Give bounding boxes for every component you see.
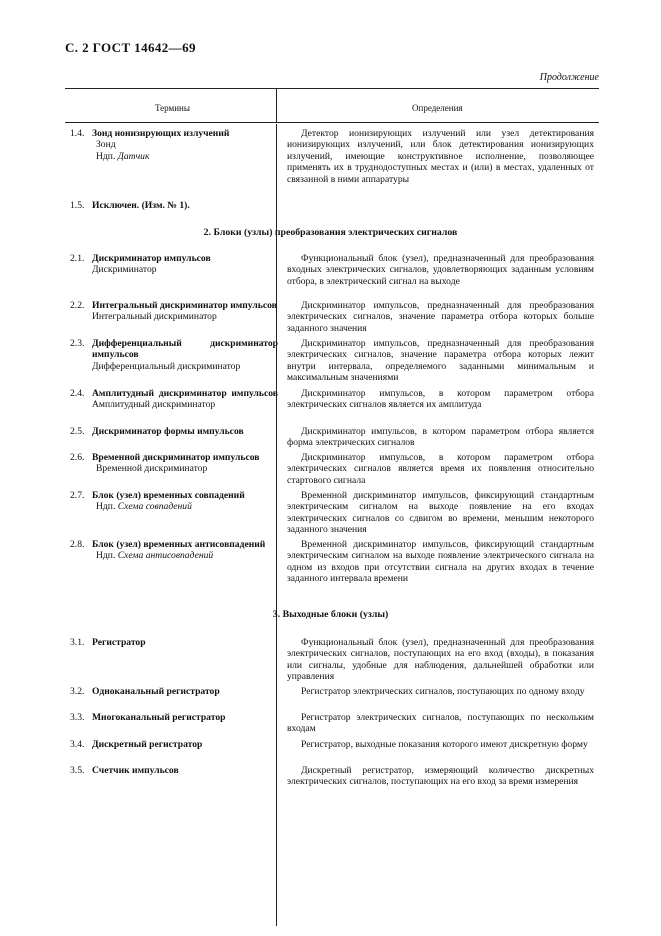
entry-term: [92, 490, 278, 513]
entry-number: 2.3.: [70, 338, 85, 349]
entry-number: 2.7.: [70, 490, 85, 501]
entry-number: 2.4.: [70, 388, 85, 399]
entry-term: [92, 388, 278, 411]
entry-definition: Регистратор электрических сигналов, поступающих по нескольким входам: [287, 712, 594, 735]
entry-definition: Детектор ионизирующих излучений или узел детектирования ионизирующих излучений, или блок детектирования ионизирующих излучений, имеющие конструктивное исполнение, позволяющее применять их в труднодоступных местах и (или) в местах, удаленных от связанной в ними аппаратуры: [287, 128, 594, 185]
term-name: Дифференциальный дискриминатор импульсов: [92, 338, 278, 361]
term-synonym: Дифференциальный дискриминатор: [92, 360, 241, 372]
entry-term: [92, 637, 278, 648]
entry-number: 2.5.: [70, 426, 85, 437]
term-ndp: [92, 151, 278, 162]
entry-number: 3.4.: [70, 739, 85, 750]
entry-definition: Временной дискриминатор импульсов, фиксирующий стандартным электрическим сигналом на выходе появление электрического сигнала на одном из входов при отсутствии сигнала на других входах в течение заданного интервала времени: [287, 539, 594, 585]
term-name: Интегральный дискриминатор импульсов: [92, 300, 277, 311]
term-name: Одноканальный регистратор: [92, 686, 220, 697]
term-name: Счетчик импульсов: [92, 765, 179, 776]
term-name: Блок (узел) временных антисовпадений: [92, 539, 266, 550]
entry-term: [92, 128, 278, 162]
term-name: Многоканальный регистратор: [92, 712, 226, 723]
term-synonym: Зонд: [96, 139, 116, 151]
entry-definition: Дискретный регистратор, измеряющий количество дискретных электрических сигналов, поступающих на его вход за время измерения: [287, 765, 594, 788]
entry-definition: Регистратор, выходные показания которого имеют дискретную форму: [301, 739, 588, 750]
entry-number: 2.1.: [70, 253, 85, 264]
term-synonym: Дискриминатор: [92, 264, 157, 276]
term-name: Дискретный регистратор: [92, 739, 203, 750]
entry-definition: Временной дискриминатор импульсов, фиксирующий стандартным электрическим сигналом на выходе появление на его входах электрических сигналов со сдвигом во времени, меньшим некоторого заданного значения: [287, 490, 594, 536]
entry-definition: Функциональный блок (узел), предназначенный для преобразования электрических сигналов, поступающих на его вход (входы), в показания или сигналы, удобные для наблюдения, дальнейшей обработки или управления: [287, 637, 594, 683]
table-top-rule: [65, 88, 599, 89]
ndp-term: Датчик: [117, 150, 150, 162]
entry-term: [92, 712, 278, 723]
entry-definition: Функциональный блок (узел), предназначенный для преобразования входных электрических сигналов, удовлетворяющих заданным условиям отбора, в электрический сигнал на выходе: [287, 253, 594, 287]
entry-term: [92, 739, 278, 750]
column-header-definitions: Определения: [412, 103, 463, 113]
entry-definition: Дискриминатор импульсов, предназначенный для преобразования электрических сигналов, значение параметра отбора которых лежит внутри интервала, определяемого заданными минимальным и максимальным значениями: [287, 338, 594, 384]
entry-term: [92, 300, 278, 323]
column-header-terms: Термины: [155, 103, 190, 113]
term-name: Дискриминатор импульсов: [92, 253, 211, 264]
entry-number: 3.5.: [70, 765, 85, 776]
header-column-divider: [276, 88, 277, 122]
term-name: Амплитудный дискриминатор импульсов: [92, 388, 278, 399]
term-synonym: Интегральный дискриминатор: [92, 311, 217, 323]
term-name: Дискриминатор формы импульсов: [92, 426, 244, 437]
entry-term: [92, 452, 278, 475]
entry-definition: Дискриминатор импульсов, в котором параметром отбора электрических сигналов является их амплитуда: [287, 388, 594, 411]
entry-term: [92, 338, 278, 372]
term-name: Регистратор: [92, 637, 146, 648]
ndp-label: Ндп.: [96, 150, 116, 162]
table-header-rule: [65, 122, 599, 123]
section-heading: 3. Выходные блоки (узлы): [272, 609, 389, 620]
entry-number: 3.3.: [70, 712, 85, 723]
entry-number: 2.6.: [70, 452, 85, 463]
entry-number: 1.5.: [70, 200, 85, 211]
term-ndp: [92, 550, 278, 561]
entry-definition: Дискриминатор импульсов, в котором параметром отбора электрических сигналов является время их появления относительно стартового сигнала: [287, 452, 594, 486]
ndp-term: Схема антисовпадений: [117, 550, 214, 562]
entry-term: [92, 539, 278, 562]
page-header: С. 2 ГОСТ 14642—69: [65, 40, 196, 55]
entry-number: 2.2.: [70, 300, 85, 311]
ndp-term: Схема совпадений: [117, 501, 192, 513]
entry-definition: Дискриминатор импульсов, предназначенный для преобразования электрических сигналов, значение параметра отбора которых больше заданного значения: [287, 300, 594, 334]
ndp-label: Ндп.: [96, 550, 116, 562]
entry-number: 2.8.: [70, 539, 85, 550]
entry-term: [92, 253, 278, 276]
entry-term: [92, 200, 278, 211]
term-synonym: Временной дискриминатор: [96, 463, 208, 475]
entry-number: 3.1.: [70, 637, 85, 648]
ndp-label: Ндп.: [96, 501, 116, 513]
term-synonym: Амплитудный дискриминатор: [92, 399, 216, 411]
term-name: Исключен. (Изм. № 1).: [92, 200, 190, 211]
term-name: Зонд ионизирующих излучений: [92, 128, 230, 139]
entry-term: [92, 765, 278, 776]
entry-number: 3.2.: [70, 686, 85, 697]
entry-term: [92, 686, 278, 697]
entry-definition: Регистратор электрических сигналов, поступающих по одному входу: [301, 686, 585, 697]
entry-term: [92, 426, 278, 437]
continued-label: Продолжение: [539, 72, 599, 83]
column-divider: [276, 124, 277, 926]
term-name: Блок (узел) временных совпадений: [92, 490, 245, 501]
entry-number: 1.4.: [70, 128, 85, 139]
term-ndp: [92, 501, 278, 512]
entry-definition: Дискриминатор импульсов, в котором параметром отбора является форма электрических сигналов: [287, 426, 594, 449]
section-heading: 2. Блоки (узлы) преобразования электрических сигналов: [203, 227, 458, 238]
term-name: Временной дискриминатор импульсов: [92, 452, 260, 463]
